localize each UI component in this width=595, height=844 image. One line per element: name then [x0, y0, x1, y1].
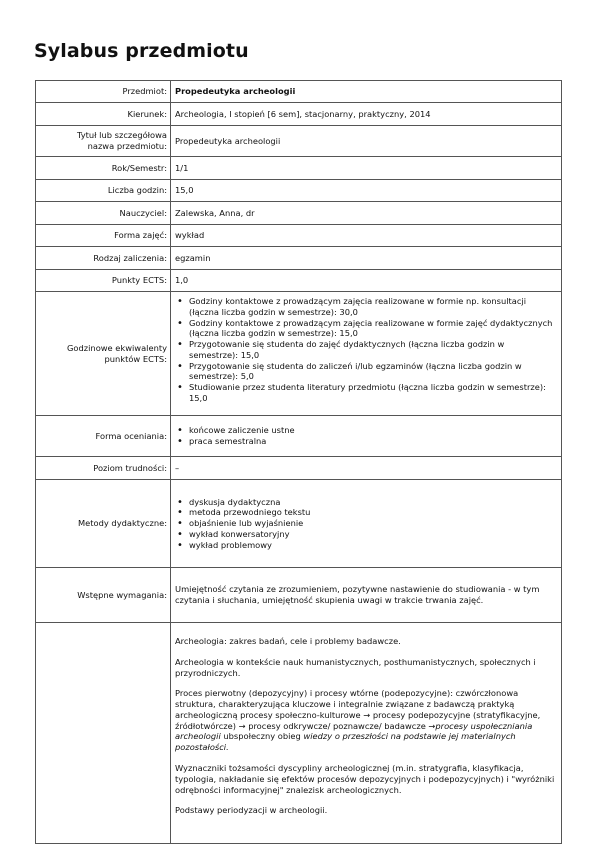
field-label — [36, 292, 171, 416]
assessment-value — [171, 416, 562, 457]
label-line: Godzinowe ekwiwalenty — [67, 342, 167, 353]
list-item: • metoda przewodniego tekstu — [189, 507, 555, 518]
year-semester-value: 1/1 — [171, 157, 562, 180]
field-label: Forma zajęć: — [36, 225, 171, 247]
hours-value: 15,0 — [171, 180, 562, 202]
field-label: Forma oceniania: — [36, 416, 171, 457]
bullet-list — [175, 296, 555, 404]
table-row — [36, 457, 562, 480]
credit-type-value: egzamin — [171, 247, 562, 270]
field-label — [36, 126, 171, 157]
class-form-value: wykład — [171, 225, 562, 247]
table-row — [36, 103, 562, 126]
description-paragraph: Podstawy periodyzacji w archeologii. — [175, 805, 328, 816]
table-row — [36, 225, 562, 247]
paragraph-text: ubspołeczny obieg — [220, 731, 301, 742]
prerequisites-value: Umiejętność czytania ze zrozumieniem, pozytywne nastawienie do studiowania - w tym czytania i słuchania, umiejętność skupienia uwagi w trakcie trwania zajęć. — [171, 568, 562, 623]
list-item: • wykład konwersatoryjny — [189, 529, 555, 540]
list-item: • objaśnienie lub wyjaśnienie — [189, 518, 555, 529]
paragraph-text: Proces pierwotny (depozycyjny) i procesy wtórne (podepozycyjne): czwórczłonowa struktura, charakteryzująca kluczowe i integralnie związane z badawczą praktyką archeologiczną procesy społeczno-kulturowe → procesy podepozycyjne (stratyfikacyjne, źródłotwórcze) → procesy odkrywcze/ poznawcze/ badawcze → — [175, 688, 541, 731]
field-label: Przedmiot: — [36, 81, 171, 103]
field-of-study-value: Archeologia, I stopień [6 sem], stacjonarny, praktyczny, 2014 — [171, 103, 562, 126]
difficulty-value: – — [171, 457, 562, 480]
description-paragraph — [175, 688, 555, 753]
teaching-methods-value — [171, 480, 562, 568]
field-label: Punkty ECTS: — [36, 270, 171, 292]
course-description — [171, 623, 562, 844]
teacher-value: Zalewska, Anna, dr — [171, 202, 562, 225]
list-item: • końcowe zaliczenie ustne — [189, 425, 555, 436]
list-item: • Studiowanie przez studenta literatury przedmiotu (łączna liczba godzin w semestrze): 15,0 — [189, 382, 555, 404]
field-label: Liczba godzin: — [36, 180, 171, 202]
list-item: • praca semestralna — [189, 436, 555, 447]
bullet-list — [175, 497, 555, 551]
table-row — [36, 480, 562, 568]
table-row — [36, 157, 562, 180]
ects-equivalents-value — [171, 292, 562, 416]
field-label: Poziom trudności: — [36, 457, 171, 480]
description-paragraph: Wyznaczniki tożsamości dyscypliny archeologicznej (m.in. stratygrafia, klasyfikacja, typologia, nakładanie się efektów procesów depozycyjnych i podepozycyjnych) i "wyróżniki odrębności informacyjnej" znalezisk archeologicznych. — [175, 763, 555, 795]
field-label — [36, 623, 171, 844]
table-row — [36, 270, 562, 292]
list-item: • Godziny kontaktowe z prowadzącym zajęcia realizowane w formie np. konsultacji (łączna liczba godzin w semestrze): 30,0 — [189, 296, 555, 318]
ects-value: 1,0 — [171, 270, 562, 292]
list-item: • Przygotowanie się studenta do zajęć dydaktycznych (łączna liczba godzin w semestrze): 15,0 — [189, 339, 555, 361]
table-row — [36, 292, 562, 416]
field-label: Rok/Semestr: — [36, 157, 171, 180]
table-row — [36, 126, 562, 157]
label-line: Tytuł lub szczegółowa — [76, 130, 167, 141]
paragraph-italic-text: wiedzy o przeszłości na podstawie jej materialnych pozostałości. — [175, 731, 516, 753]
detailed-title-value: Propedeutyka archeologii — [171, 126, 562, 157]
description-paragraph: Archeologia w kontekście nauk humanistycznych, posthumanistycznych, społecznych i przyrodniczych. — [175, 656, 536, 678]
table-row — [36, 623, 562, 844]
table-row — [36, 202, 562, 225]
table-row — [36, 568, 562, 623]
bullet-list — [175, 425, 555, 447]
paragraph-italic-text: procesy uspołeczniania archeologii — [175, 720, 533, 742]
course-name-value: Propedeutyka archeologii — [171, 81, 562, 103]
field-label: Metody dydaktyczne: — [36, 480, 171, 568]
list-item: • Godziny kontaktowe z prowadzącym zajęcia realizowane w formie zajęć dydaktycznych (łączna liczba godzin w semestrze): 15,0 — [189, 318, 555, 340]
field-label: Kierunek: — [36, 103, 171, 126]
description-paragraph: Archeologia: zakres badań, cele i problemy badawcze. — [175, 636, 401, 646]
table-row — [36, 180, 562, 202]
syllabus-table — [35, 80, 562, 844]
table-row — [36, 416, 562, 457]
label-line: punktów ECTS: — [104, 353, 167, 364]
table-row — [36, 247, 562, 270]
field-label: Wstępne wymagania: — [36, 568, 171, 623]
field-label: Rodzaj zaliczenia: — [36, 247, 171, 270]
label-line: nazwa przedmiotu: — [87, 141, 167, 151]
list-item: • dyskusja dydaktyczna — [189, 497, 555, 508]
field-label: Nauczyciel: — [36, 202, 171, 225]
table-row — [36, 81, 562, 103]
list-item: • Przygotowanie się studenta do zaliczeń i/lub egzaminów (łączna liczba godzin w semestrze): 5,0 — [189, 361, 555, 383]
list-item: • wykład problemowy — [189, 540, 555, 551]
page-title: Sylabus przedmiotu — [34, 40, 249, 62]
